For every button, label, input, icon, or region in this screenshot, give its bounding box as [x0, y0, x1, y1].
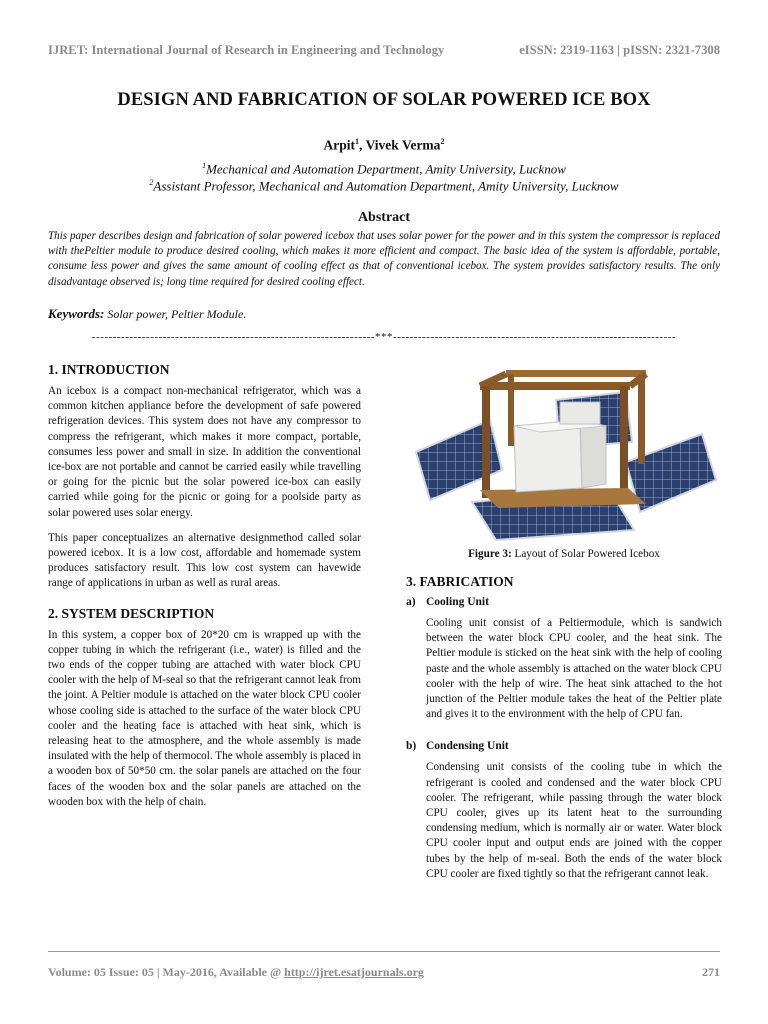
- affiliation: [0, 161, 768, 177]
- page-number: 271: [702, 965, 720, 979]
- author-name: Vivek Verma: [365, 137, 441, 153]
- paragraph: Cooling unit consist of a Peltiermodule, which is sandwich between the water block CPU cooler, and the heat sink. The Peltier module is sticked on the heat sink with the help of cooling paste and the whole assembly is attached on the water block CPU cooler with the help of wire. The heat sink attached to the hot junction of the Peltier module takes the heat of the Peltier plate and gives it to the environment with the help of CPU fan.: [426, 617, 722, 721]
- footer-volume: [48, 965, 424, 980]
- affiliation-text: Assistant Professor, Mechanical and Automation Department, Amity University, Lucknow: [153, 178, 619, 194]
- author-superscript: 2: [440, 137, 445, 146]
- section-heading: 1. INTRODUCTION: [48, 362, 170, 377]
- keywords-label: Keywords:: [48, 306, 105, 321]
- section-divider: --------------------------------------------------------------------***--------------------------------------------------------------------: [91, 331, 677, 343]
- author-list: [0, 137, 768, 154]
- author-name: Arpit: [323, 137, 356, 153]
- figure-caption-text: Layout of Solar Powered Icebox: [514, 548, 660, 560]
- icebox-illustration: [410, 362, 720, 542]
- subsection-label: b): [406, 740, 417, 753]
- figure-caption: [406, 548, 722, 560]
- author-separator: ,: [359, 137, 366, 153]
- affiliation-text: Mechanical and Automation Department, Amity University, Lucknow: [206, 161, 566, 177]
- journal-name: IJRET: International Journal of Research in Engineering and Technology: [48, 43, 445, 57]
- affiliation-superscript: 2: [149, 178, 154, 187]
- journal-url-link[interactable]: http://ijret.esatjournals.org: [284, 965, 424, 979]
- subsection-heading: [406, 740, 722, 752]
- paragraph: This paper conceptualizes an alternative designmethod called solar powered icebox. It is a low cost, affordable and homemade system produces satisfactory result. This low cost system can havewide range of applications in urban as well as rural areas.: [48, 531, 361, 590]
- abstract-heading: Abstract: [357, 210, 411, 225]
- keywords-line: [48, 306, 720, 322]
- paragraph: In this system, a copper box of 20*20 cm is wrapped up with the copper tubing in which the refrigerant (i.e., water) is filled and the two ends of the copper tubing are attached with water block CPU cooler with the help of M-seal so that the refrigerant cannot leak from the joint. A Peltier module is attached on the water block CPU cooler whose cooling side is attached to the surface of the water block CPU cooler and the heating face is attached with heat sink, which is releasing heat to the atmosphere, and the whole assembly is made insulated with the help of thermocol. The whole assembly is placed in a wooden box of 50*50 cm. the solar panels are attached on the four faces of the wooden box and the solar panels are attached on the wooden box with the help of chain.: [48, 628, 361, 808]
- issn-info: eISSN: 2319-1163 | pISSN: 2321-7308: [519, 43, 720, 57]
- figure-label: Figure 3:: [468, 548, 512, 560]
- figure-icebox-photo: [410, 362, 720, 542]
- subsection-title: Condensing Unit: [426, 740, 509, 753]
- paragraph: Condensing unit consists of the cooling tube in which the refrigerant is cooled and condensed and the water block CPU cooler. The refrigerant, while passing through the water block CPU cooler, gives up its latent heat to the surrounding condensing medium, which is normally air or water. Water block CPU cooler input and output ends are joined with the copper tubes by the help of m-seal. Both the ends of the water block CPU cooler are fixed tightly so that the refrigerant cannot leak.: [426, 761, 722, 880]
- section-heading: 2. SYSTEM DESCRIPTION: [48, 605, 215, 621]
- paper-title: DESIGN AND FABRICATION OF SOLAR POWERED ICE BOX: [117, 90, 651, 110]
- left-column: [48, 362, 361, 810]
- subsection-label: a): [406, 596, 416, 608]
- paragraph: An icebox is a compact non-mechanical refrigerator, which was a common kitchen appliance before the development of safe powered refrigeration devices. This system does not have any compressor to compress the refrigerant, which makes it more compact, portable, consumes less power and small in size. In addition the conventional ice-box are not portable and cannot be carried easily while travelling or going for the picnic but the solar powered ice-box can easily carried while going for the picnic or going for a poolside party as solar powered uses solar energy.: [48, 385, 361, 519]
- page-footer: [48, 965, 720, 980]
- footer-rule: [48, 951, 720, 952]
- abstract-text: This paper describes design and fabrication of solar powered icebox that uses solar power for the power and in this system the compressor is replaced with thePeltier module to produce desired cooling, which makes it more efficient and compact. The basic idea of the system is affordable, portable, consume less power and gives the same amount of cooling effect as that of conventional icebox. The system provides satisfactory results. The only disadvantage observed is; long time required for desired cooling effect.: [48, 230, 720, 288]
- subsection-title: Cooling Unit: [426, 596, 489, 608]
- subsection-heading: [406, 596, 722, 608]
- section-heading: 3. FABRICATION: [406, 574, 514, 589]
- footer-volume-text: Volume: 05 Issue: 05 | May-2016, Available @: [48, 965, 282, 979]
- right-column: [406, 362, 722, 882]
- keywords-text: Solar power, Peltier Module.: [107, 307, 247, 321]
- affiliation: [0, 178, 768, 194]
- running-header: [48, 43, 720, 58]
- author-superscript: 1: [355, 137, 360, 146]
- affiliation-superscript: 1: [202, 161, 207, 170]
